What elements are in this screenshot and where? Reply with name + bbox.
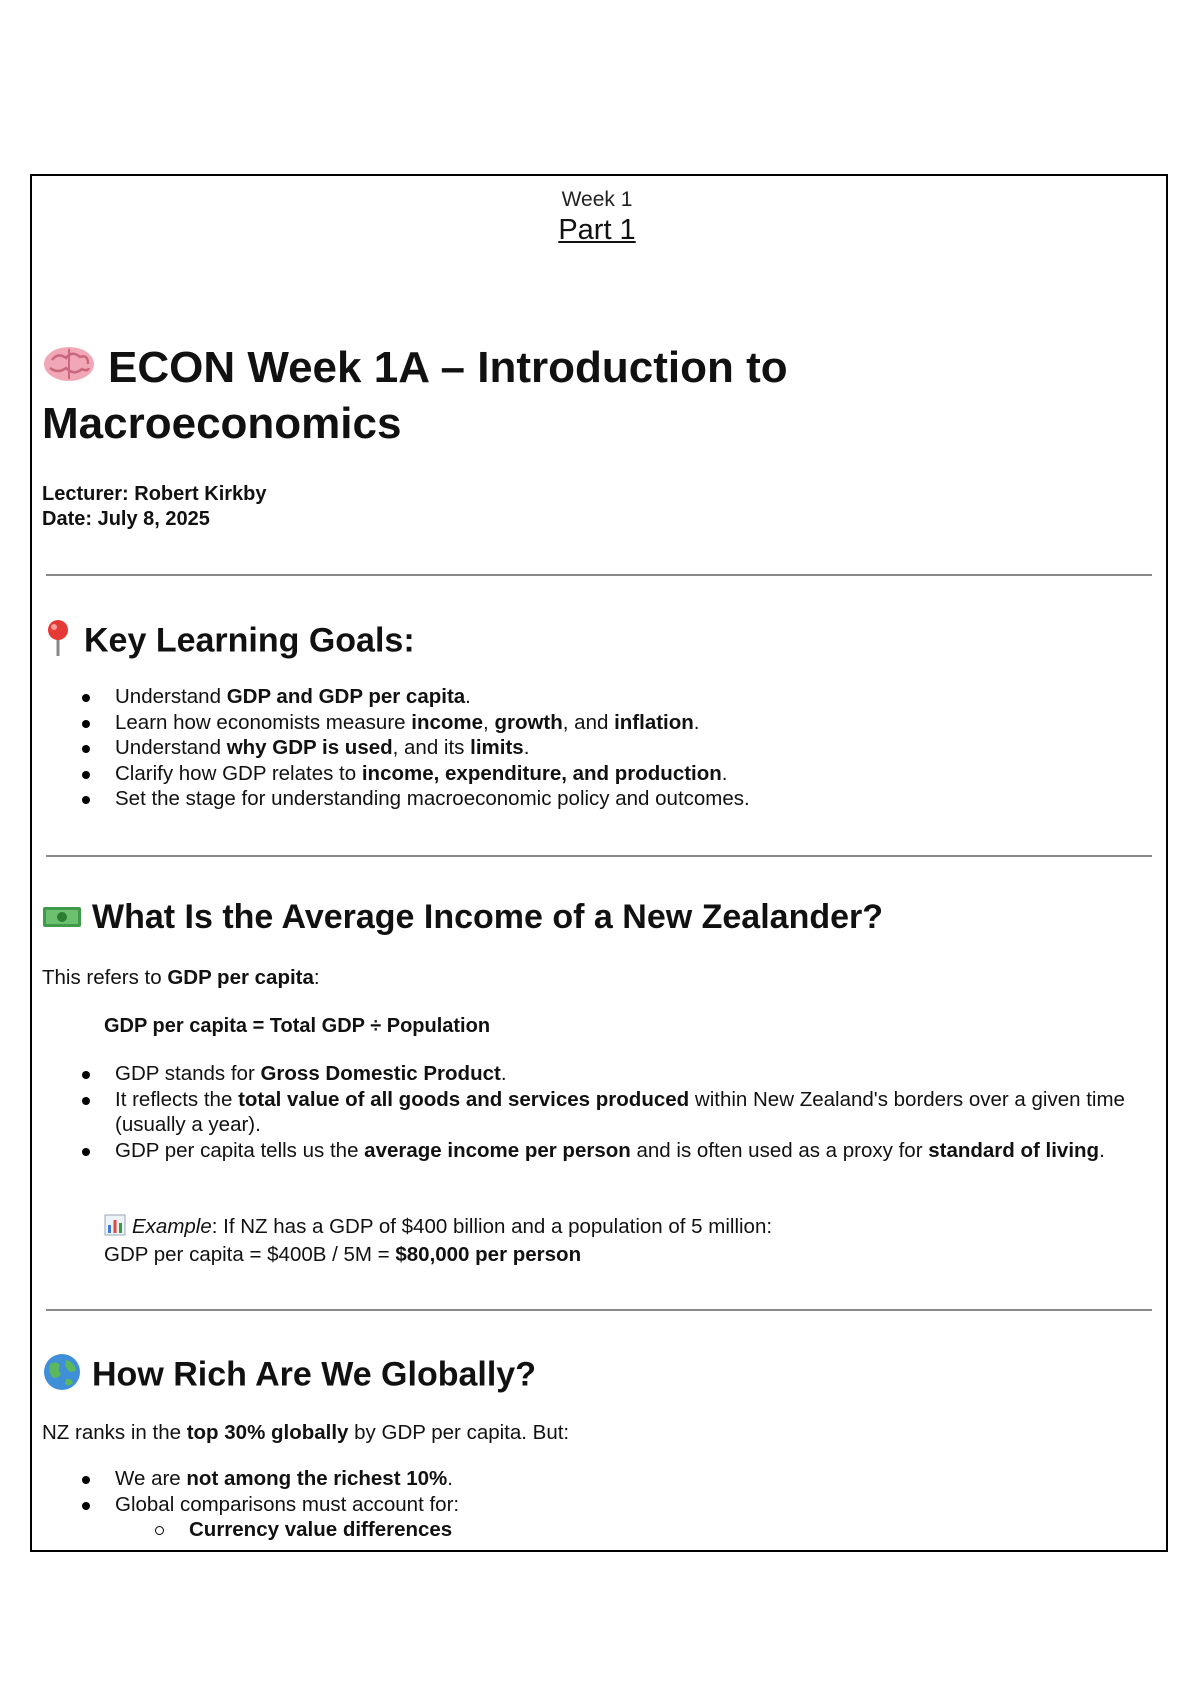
income-heading-text: What Is the Average Income of a New Zealander? <box>92 898 884 936</box>
global-heading-text: How Rich Are We Globally? <box>92 1355 536 1394</box>
income-intro: This refers to GDP per capita: <box>42 966 320 989</box>
list-item: It reflects the total value of all goods and services produced within New Zealand's borders over a given time (usually a year). <box>42 1087 1152 1138</box>
global-heading <box>42 1352 536 1401</box>
list-item: Understand GDP and GDP per capita. <box>42 684 1152 710</box>
goals-heading-text: Key Learning Goals: <box>84 621 415 660</box>
pin-icon <box>42 618 74 667</box>
lecturer-line: Lecturer: Robert Kirkby <box>42 483 267 505</box>
global-sub-list <box>42 1517 1152 1543</box>
list-item: Clarify how GDP relates to income, expenditure, and production. <box>42 761 1152 787</box>
page-title-line2: Macroeconomics <box>42 399 402 449</box>
goals-heading <box>42 618 415 667</box>
example-block: Example: If NZ has a GDP of $400 billion and a population of 5 million: GDP per capita = $400B / 5M = $80,000 per person <box>104 1215 773 1266</box>
global-intro: NZ ranks in the top 30% globally by GDP per capita. But: <box>42 1421 570 1444</box>
income-list <box>42 1061 1152 1163</box>
brain-icon <box>42 343 96 397</box>
list-item: Global comparisons must account for: <box>42 1492 1152 1518</box>
list-item: Set the stage for understanding macroeconomic policy and outcomes. <box>42 786 1152 812</box>
list-item: Currency value differences <box>42 1517 1152 1543</box>
chart-icon <box>104 1214 126 1242</box>
list-item: GDP stands for Gross Domestic Product. <box>42 1061 1152 1087</box>
income-heading <box>42 898 883 939</box>
goals-list <box>42 684 1152 812</box>
divider <box>46 574 1152 576</box>
page-title-line1: ECON Week 1A – Introduction to <box>108 343 788 392</box>
page-title <box>42 341 788 451</box>
divider <box>46 855 1152 857</box>
divider <box>46 1309 1152 1311</box>
document-frame <box>30 174 1168 1552</box>
date-line: Date: July 8, 2025 <box>42 508 210 530</box>
example-label: Example <box>132 1215 212 1238</box>
week-label: Week 1 <box>561 188 633 211</box>
list-item: Understand why GDP is used, and its limits. <box>42 735 1152 761</box>
globe-icon <box>42 1352 82 1401</box>
global-list <box>42 1466 1152 1517</box>
gdp-formula: GDP per capita = Total GDP ÷ Population <box>104 1015 491 1037</box>
part-label: Part 1 <box>558 214 636 246</box>
money-icon <box>42 900 82 939</box>
list-item: GDP per capita tells us the average income per person and is often used as a proxy for standard of living. <box>42 1138 1152 1164</box>
list-item: Learn how economists measure income, growth, and inflation. <box>42 710 1152 736</box>
list-item: We are not among the richest 10%. <box>42 1466 1152 1492</box>
example-result: $80,000 per person <box>395 1243 582 1266</box>
